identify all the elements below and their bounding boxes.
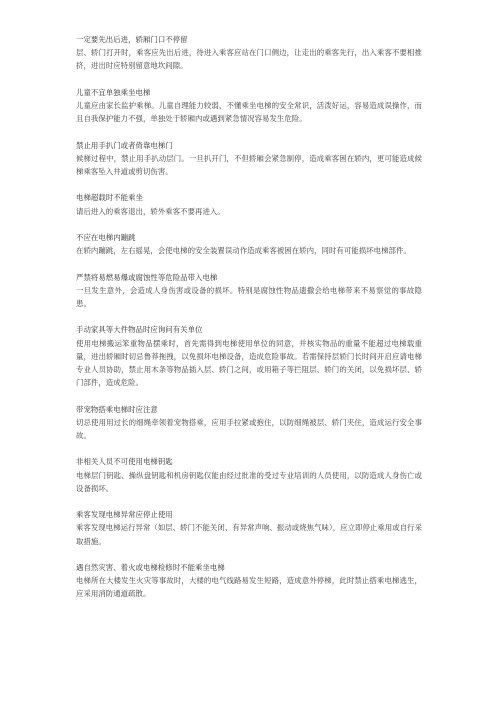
section-body: 使用电梯搬运笨重物品摆乘时，首先需得到电梯使用单位的同意，并核实物品的重量不能超过电梯载重量，进出轿厢时切忌鲁莽拖拽，以免损坏电梯设备，造成危险事故。若需保持层轿门长时间开启应请电梯专业人员协助，禁止用木条等物品插入层、轿门之间，或用箱子等拦阻层、轿门的关闭，以免损坏层、轿门部件，造成危险。: [76, 338, 422, 388]
document-page: [76, 33, 422, 614]
section-heading: 儿童不宜单独乘坐电梯: [76, 87, 151, 97]
section-body: 层、轿门打开时，乘客应先出后进，待进入乘客应站在门口侧边，让走出的乘客先行，出入乘客不要相推挤，进出时应特别留意地坎间隙。: [76, 48, 422, 71]
section-body: 在轿内蹦跳，左右摇晃，会使电梯的安全装置误动作造成乘客被困在轿内，同时有可能损坏电梯部件。: [76, 246, 411, 256]
section-body: 候梯过程中，禁止用手扒动层门。一旦扒开门，不但轿厢会紧急制停，造成乘客困在轿内，更可能造成候梯乘客坠入井道或剪切伤害。: [76, 153, 422, 176]
section-abnormal-operation: [76, 508, 422, 548]
section-no-prying-doors: [76, 139, 422, 179]
section-body: 切忌使用用过长的细绳牵领着宠物搭乘，应用手拉紧或抱住，以防细绳被层、轿门夹住，造成运行安全事故。: [76, 417, 422, 440]
section-body: 乘客发现电梯运行异常（如层、轿门不能关闭、有异常声响、振动或烧焦气味），应立即停止乘用或自行采取措施。: [76, 523, 423, 546]
section-overload: [76, 191, 422, 217]
section-heading: 电梯超载时不能乘坐: [76, 193, 143, 203]
section-heading: 非相关人员不可使用电梯钥匙: [76, 457, 173, 467]
section-no-jumping: [76, 231, 422, 257]
section-heading: 严禁将易燃易爆或腐蚀性等危险品带入电梯: [76, 272, 218, 282]
section-large-items: [76, 323, 422, 389]
section-heading: 带宠物搭乘电梯时应注意: [76, 404, 158, 414]
section-heading: 一定要先出后进，轿厢门口不停留: [76, 35, 188, 44]
section-heading: 乘客发现电梯异常应停止使用: [76, 510, 173, 520]
section-body: 电梯所在大楼发生火灾等事故时，大楼的电气线路易发生短路，造成意外停梯，此时禁止搭乘电梯逃生，应采用消防通道疏散。: [76, 576, 422, 599]
section-body: 请后进入的乘客退出，轿外乘客不要再进入。: [76, 206, 225, 216]
section-children: [76, 86, 422, 126]
section-heading: 禁止用手扒门或者倚靠电梯门: [76, 140, 173, 150]
section-heading: 不应在电梯内蹦跳: [76, 232, 136, 242]
section-heading: 遇自然灾害、着火或电梯检修时不能乘坐电梯: [76, 562, 225, 572]
section-body: 电梯层门钥匙、操纵盘钥匙和机房钥匙仅能由经过批准的受过专业培训的人员使用，以防造成人身伤亡或设备损坏。: [76, 470, 422, 493]
section-keys: [76, 455, 422, 495]
section-disasters-fire: [76, 561, 422, 601]
section-body: 一旦发生意外，会造成人身伤害或设备的损坏。特别是腐蚀性物品遗撒会给电梯带来不易察觉的事故隐患。: [76, 285, 422, 308]
section-body: 儿童应由家长监护乘梯。儿童自理能力较弱，不懂乘坐电梯的安全常识，活泼好运，容易造成误操作，而且自我保护能力不强，单独处于轿厢内或遇到紧急情况容易发生危险。: [76, 101, 422, 124]
section-heading: 手动家具等大件物品时应询问有关单位: [76, 325, 203, 335]
section-hazardous-goods: [76, 271, 422, 311]
section-exit-first: [76, 33, 422, 73]
section-pets: [76, 403, 422, 443]
